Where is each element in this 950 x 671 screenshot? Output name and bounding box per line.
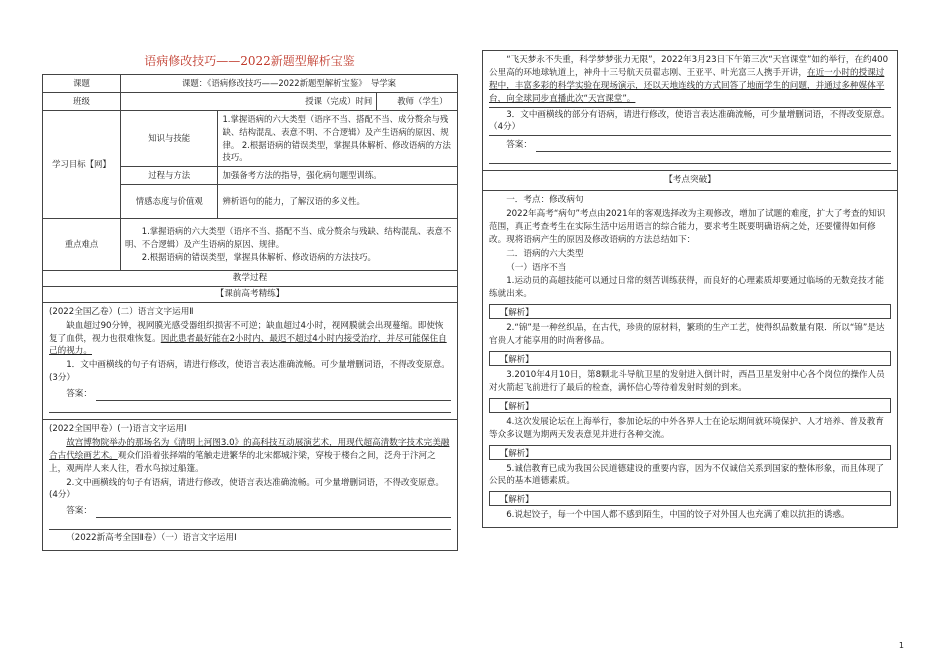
keypoint-2: 2.根据语病的错误类型，掌握具体解析、修改语病的方法技巧。 [141, 252, 376, 263]
course-label: 课题 [43, 75, 121, 93]
time-label: 授课（完成）时间 [120, 93, 376, 111]
goal-text-knowledge: 1.掌握语病的六大类型（语序不当、搭配不当、成分赘余与残缺、结构混乱、表意不明、不合逻辑）及产生语病的原因、规律。 2.根据语病的错误类型，掌握具体解析、修改语病的方法技巧。 [218, 111, 458, 167]
analysis-label: 【解析】 [500, 494, 534, 505]
analysis-label: 【解析】 [500, 447, 534, 458]
analysis-box[interactable] [489, 351, 891, 366]
goal-label-process: 过程与方法 [120, 167, 217, 185]
q1-passage-text: 缺血超过90分钟，视网膜光感受器组织损害不可逆；缺血超过4小时，视网膜就会出现蔓缩。即使恢复了血供，视力也很难恢复。 [49, 320, 444, 344]
q1-source: (2022全国乙卷）(二）语言文字运用Ⅱ [49, 306, 194, 317]
lesson-header-table [42, 74, 458, 271]
left-column [42, 74, 458, 551]
breakthrough-box [482, 191, 898, 528]
goals-side-label: 学习目标【网】 [43, 111, 121, 219]
section-1-heading: 一．考点：修改病句 [506, 195, 584, 206]
q1-answer-label: 答案： [66, 389, 92, 400]
q1-underlined-sentence: 因此患者最好能在2小时内、最迟不超过4小时内接受治疗，并尽可能保住自己的视力。 [49, 333, 447, 357]
teacher-label: 教师（学生） [377, 93, 458, 111]
section-2-heading: 二．语病的六大类型 [506, 248, 584, 259]
q2-answer-label: 答案： [66, 506, 92, 517]
analysis-box[interactable] [489, 398, 891, 413]
example-item: 1.运动员的高超技能可以通过日常的刻苦训练获得，而良好的心理素质却要通过临场的无数竞技才能练就出来。 [489, 276, 884, 300]
example-item: 4.这次发展论坛在上海举行，参加论坛的中外各界人士在论坛期间就环境保护、人才培养、普及教育等众多议题为期两天发表意见并进行各种交流。 [489, 416, 884, 440]
example-item: 6.说起饺子，每一个中国人都不感到陌生，中国的饺子对外国人也充满了难以抗拒的诱惑。 [506, 510, 850, 521]
analysis-box[interactable] [489, 304, 891, 319]
q3-passage-text: “飞天梦永不失重，科学梦梦张力无限”，2022年3月23日下午第三次“天宫课堂”如约举行，在约400公里高的环地球轨道上，神舟十三号航天员翟志刚、王亚平、叶光富三人携手开讲， [489, 55, 889, 78]
course-value: 课题：《语病修改技巧——2022新题型解析宝鉴》 导学案 [120, 75, 457, 93]
q2-underlined-sentence: 故宫博物院举办的那场名为《清明上河图3.0》的高科技互动展演艺术，用现代超高清数字技术完美融合古代绘画艺术。 [49, 437, 450, 461]
q2-question: 2.文中画横线的句子有语病，请进行修改，使语言表达准确流畅。可少量增删词语，不得改变原意。(4分） [49, 477, 444, 501]
q3-underlined-part: 在近一小时的授课过程中，丰富多彩的科学实验在现场演示，还以天地连线的方式回答了地面学生的问题，并通过多种媒体平台，向全球同步直播此次“天宫课堂”。 [489, 67, 885, 104]
q1-question: 1．文中画横线的句子有语病，请进行修改，使语言表达准确流畅。可少量增删词语，不得改变原意。(3分） [49, 360, 450, 384]
q1-passage [49, 320, 451, 359]
example-item: 2.“锦”是一种丝织品，在古代，珍贵的原材料，繁琐的生产工艺，使得织品数量有限．所以“锦”是达官贵人才能享用的时尚奢侈品。 [489, 323, 885, 347]
breakthrough-heading: 【考点突破】 [482, 171, 898, 191]
pre-practice-heading: 【课前高考精练】 [42, 287, 458, 303]
goal-text-attitude: 辨析语句的能力，了解汉语的多义性。 [218, 185, 458, 219]
q3-answer-rule[interactable] [489, 154, 891, 164]
subsection-heading: （一）语序不当 [506, 262, 567, 273]
q2-answer-rule[interactable] [49, 520, 451, 530]
analysis-label: 【解析】 [500, 354, 534, 365]
page-title: 语病修改技巧——2022新题型解析宝鉴 [144, 54, 355, 68]
goal-text-process: 加强备考方法的指导，强化病句题型训练。 [218, 167, 458, 185]
keypoint-1: 1.掌握语病的六大类型（语序不当、搭配不当、成分赘余与残缺、结构混乱、表意不明、不合逻辑）及产生语病的原因、规律。 [124, 226, 452, 249]
process-heading: 教学过程 [42, 271, 458, 287]
question-2-box [42, 420, 458, 551]
q2-source: (2022全国甲卷）(一)语言文字运用Ⅰ [49, 424, 187, 435]
goal-label-attitude: 情感态度与价值观 [120, 185, 217, 219]
right-column [482, 50, 898, 528]
analysis-box[interactable] [489, 445, 891, 460]
q3-answer-line[interactable] [489, 139, 891, 152]
analysis-label: 【解析】 [500, 400, 534, 411]
example-item: 5.诚信教育已成为我国公民道德建设的重要内容，因为不仅诚信关系到国家的整体形象，而且体现了公民的基本道德素质。 [489, 463, 884, 487]
goal-label-knowledge: 知识与技能 [120, 111, 217, 167]
q3-answer-label: 答案： [506, 140, 532, 151]
question-3-box [482, 50, 898, 171]
q2-passage-text: 观众们沿着张择端的笔触走进繁华的北宋都城汴梁，穿梭于楼台之间，泛舟于汴河之上，观两岸人来人往，看水鸟掠过船篷。 [49, 450, 436, 474]
q3-passage [489, 54, 891, 106]
q3-question: 3．文中画横线的部分有语病，请进行修改，使语言表达准确流畅，可少量增删词语，不得改变原意。（4分） [489, 107, 891, 137]
question-1-box [42, 303, 458, 420]
q1-answer-rule[interactable] [49, 403, 451, 413]
q2-passage [49, 437, 451, 476]
analysis-label: 【解析】 [500, 307, 534, 318]
q3-source: （2022新高考全国Ⅱ卷）（一）语言文字运用Ⅰ [66, 533, 237, 544]
analysis-box[interactable] [489, 491, 891, 506]
example-item: 3.2010年4月10日，第8颗北斗导航卫星的发射进入倒计时，西昌卫星发射中心各个岗位的操作人员对火箭起飞前进行了最后的检查，满怀信心等待着发射时刻的到来。 [489, 370, 885, 393]
intro-paragraph: 2022年高考“病句”考点由2021年的客观选择改为主观修改，增加了试题的难度，扩大了考查的知识范围，真正考查考生在实际生活中运用语言的综合能力，要求考生既要明确语病之处，还要懂得如何修改。现将语病产生的原因及修改语病的方法总结如下： [489, 209, 886, 245]
class-label: 班级 [43, 93, 121, 111]
q1-answer-line[interactable] [49, 388, 451, 401]
keypoints-label: 重点难点 [43, 219, 121, 271]
q2-answer-line[interactable] [49, 505, 451, 518]
page-number: 1 [898, 641, 904, 650]
